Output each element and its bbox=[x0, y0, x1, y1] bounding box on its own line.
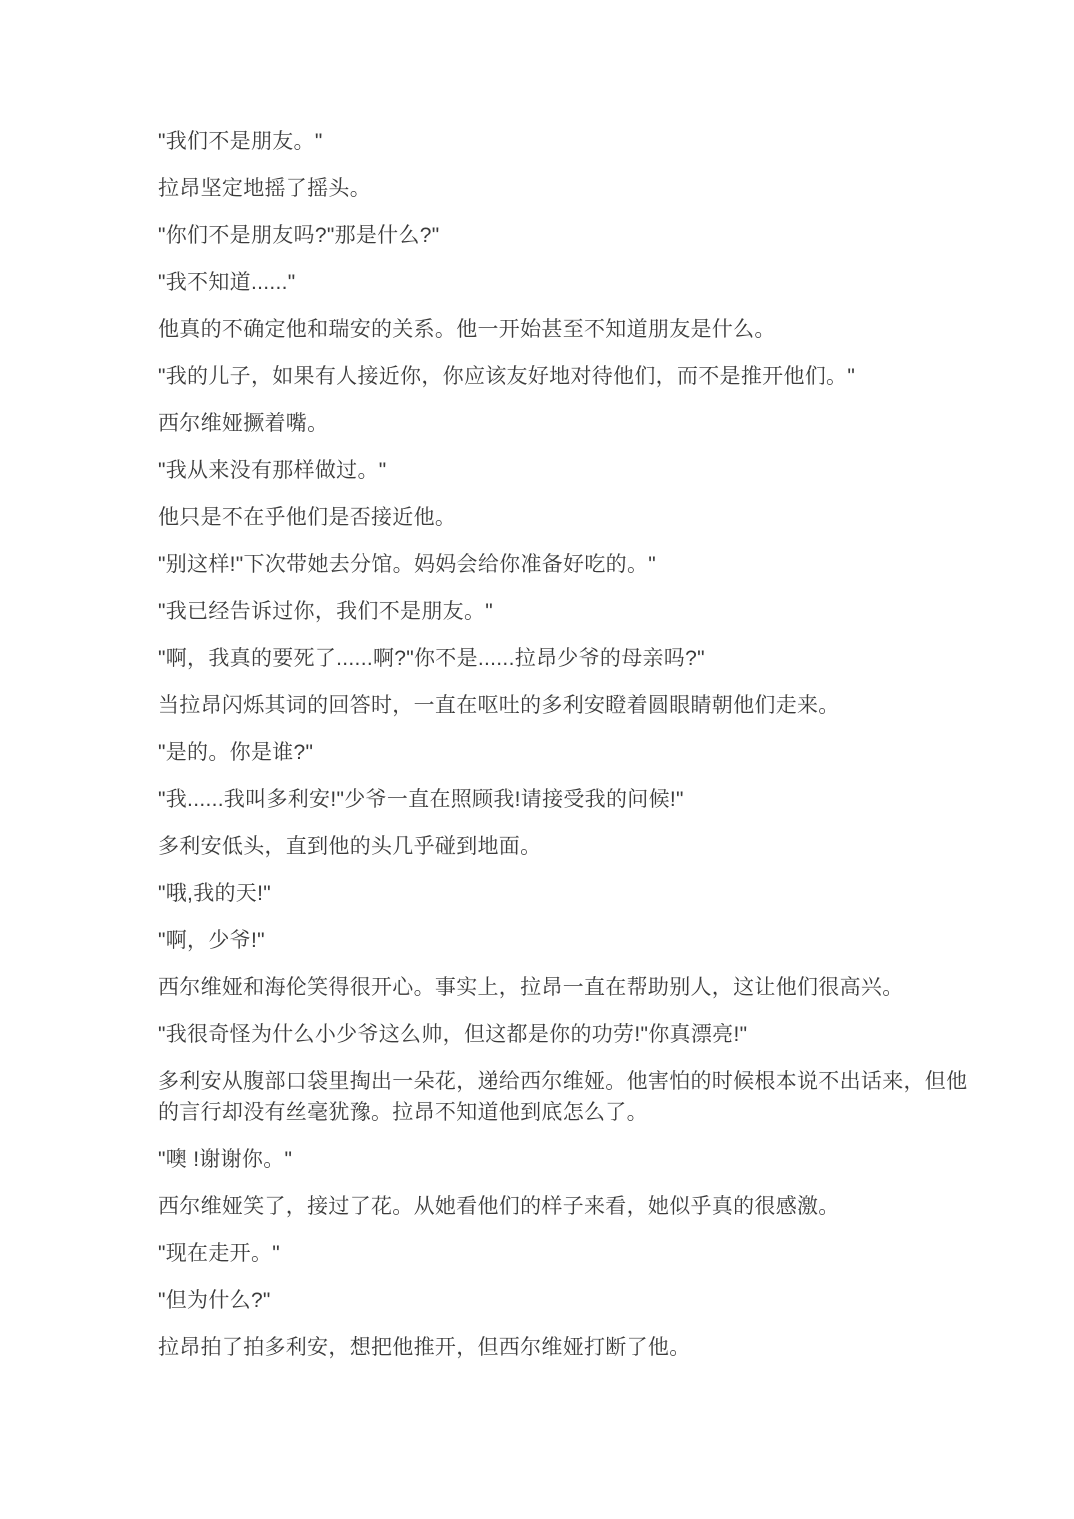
paragraph: "啊，少爷!" bbox=[158, 929, 265, 952]
paragraph: 西尔维娅笑了，接过了花。从她看他们的样子来看，她似乎真的很感激。 bbox=[158, 1195, 840, 1218]
paragraph: 多利安从腹部口袋里掏出一朵花，递给西尔维娅。他害怕的时候根本说不出话来，但他的言行却没有丝毫犹豫。拉昂不知道他到底怎么了。 bbox=[158, 1070, 968, 1124]
paragraph: "我不知道......" bbox=[158, 271, 296, 294]
paragraph: "别这样!"下次带她去分馆。妈妈会给你准备好吃的。" bbox=[158, 553, 656, 576]
paragraph: "我已经告诉过你，我们不是朋友。" bbox=[158, 600, 494, 623]
paragraph: "但为什么?" bbox=[158, 1289, 271, 1312]
document-text-body bbox=[158, 126, 980, 1379]
paragraph: 拉昂拍了拍多利安，想把他推开，但西尔维娅打断了他。 bbox=[158, 1336, 691, 1359]
paragraph: "现在走开。" bbox=[158, 1242, 281, 1265]
paragraph: "哦,我的天!" bbox=[158, 882, 271, 905]
paragraph: 当拉昂闪烁其词的回答时，一直在呕吐的多利安瞪着圆眼睛朝他们走来。 bbox=[158, 694, 840, 717]
paragraph: "我很奇怪为什么小少爷这么帅，但这都是你的功劳!"你真漂亮!" bbox=[158, 1023, 748, 1046]
paragraph: 西尔维娅撅着嘴。 bbox=[158, 412, 329, 435]
paragraph: "你们不是朋友吗?"那是什么?" bbox=[158, 224, 440, 247]
paragraph: "我们不是朋友。" bbox=[158, 130, 323, 153]
paragraph: "是的。你是谁?" bbox=[158, 741, 314, 764]
paragraph: 西尔维娅和海伦笑得很开心。事实上，拉昂一直在帮助别人，这让他们很高兴。 bbox=[158, 976, 904, 999]
paragraph: "噢 !谢谢你。" bbox=[158, 1148, 293, 1171]
paragraph: "我从来没有那样做过。" bbox=[158, 459, 387, 482]
paragraph: "我的儿子，如果有人接近你，你应该友好地对待他们，而不是推开他们。" bbox=[158, 365, 856, 388]
paragraph: "啊，我真的要死了......啊?"你不是......拉昂少爷的母亲吗?" bbox=[158, 647, 705, 670]
paragraph: 拉昂坚定地摇了摇头。 bbox=[158, 177, 371, 200]
paragraph: 他真的不确定他和瑞安的关系。他一开始甚至不知道朋友是什么。 bbox=[158, 318, 776, 341]
paragraph: 他只是不在乎他们是否接近他。 bbox=[158, 506, 457, 529]
paragraph: 多利安低头，直到他的头几乎碰到地面。 bbox=[158, 835, 542, 858]
paragraph: "我......我叫多利安!"少爷一直在照顾我!请接受我的问候!" bbox=[158, 788, 684, 811]
